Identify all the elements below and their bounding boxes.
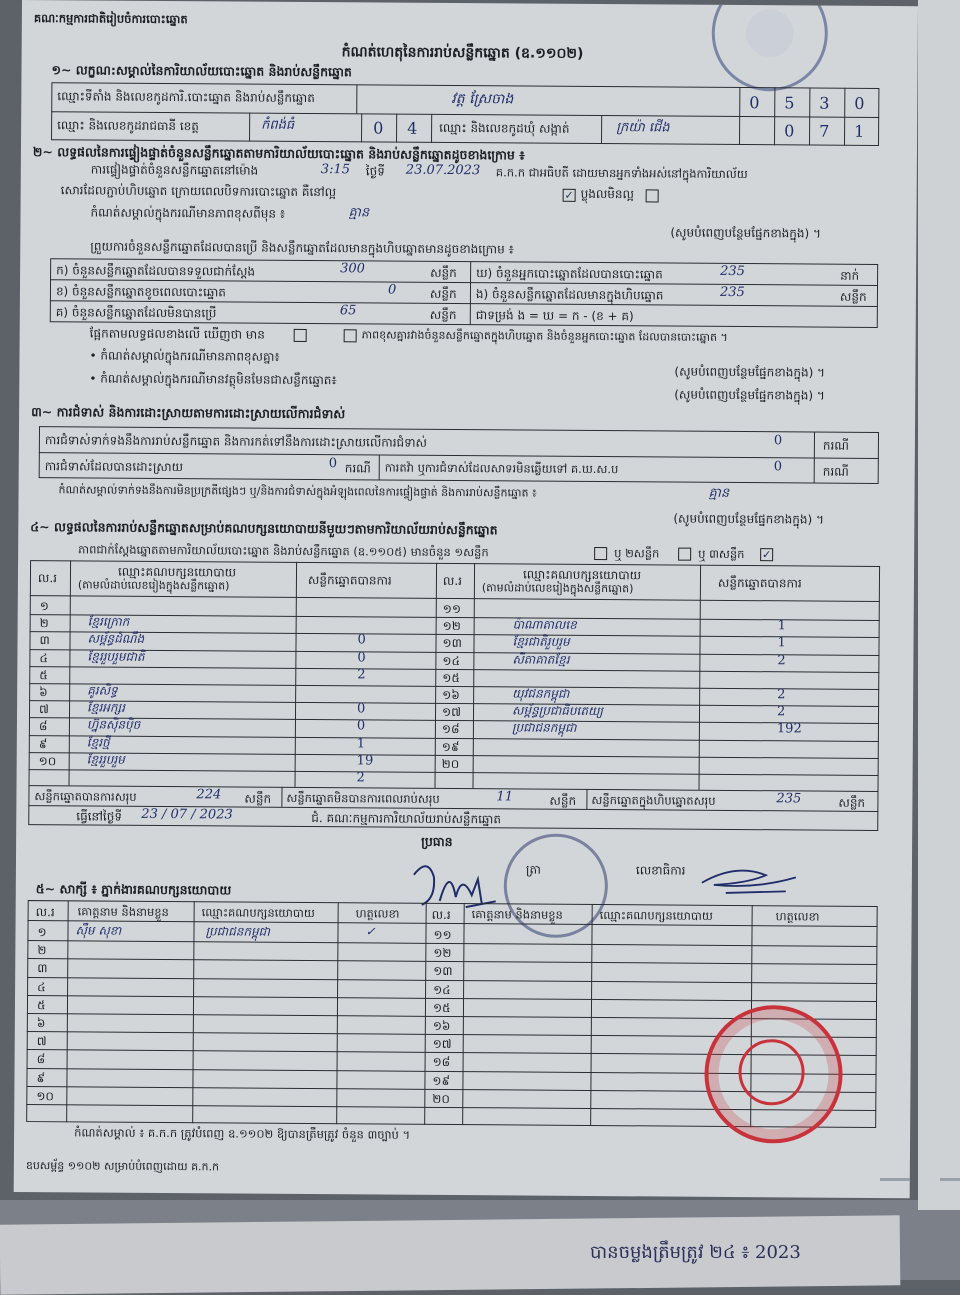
witness-name: ស៊ឹម សុខា [75, 923, 122, 938]
row-number: ១៦ [442, 687, 460, 703]
commune-code-2: 7 [819, 121, 830, 141]
one-sheet-checkbox[interactable] [594, 547, 607, 560]
results-col-party: ឈ្មោះគណបក្សនយោបាយ [117, 564, 237, 580]
intact-alt-label: ប្លុងលមិនល្អ [580, 186, 635, 202]
damaged-checkbox[interactable] [646, 189, 659, 202]
objection-note-value: គ្មាន [708, 485, 730, 501]
verify-line-tail: គ.ក.ក ជាអធិបតី ដោយមានអ្នកទាំងអស់នៅក្នុងការិយាល័យ [495, 165, 748, 182]
objection-note-label: កំណត់សម្គាល់ទាក់ទងនឹងការមិនប្រក្រតីផ្សេងៗ ឬ/និងការជំទាស់ក្នុងអំឡុងពេលនៃការផ្ទៀងផ្ទាត់ និងការរាប់សន្លឹកឆ្នោត ៖ [58, 483, 537, 500]
voters-label: ឃ) ចំនួនអ្នកបោះឆ្នោតដែលបានបោះឆ្នោត [476, 266, 663, 282]
row-number: ១៨ [432, 1055, 451, 1070]
vote-count: 2 [356, 770, 365, 786]
row-number: ១០ [38, 753, 57, 769]
commune-value: ក្រយ៉ា ជើង [616, 120, 670, 136]
results-col-party-sub: (តាមលំដាប់លេខរៀងក្នុងសន្លឹកឆ្នោត) [77, 578, 230, 593]
form-title: កំណត់ហេតុនៃការរាប់សន្លឹកឆ្នោត (ឧ.១១០២) [341, 44, 584, 62]
witness-col-no: ល.រ [35, 905, 55, 920]
party-name: ខ្មែររួបរួមជាតិ [87, 649, 145, 664]
row-number: ១ [39, 599, 49, 614]
witness-signature: ✓ [365, 924, 376, 939]
spoiled-unit: សន្លឹក [429, 286, 457, 302]
results-col-votes-right: សន្លឹកឆ្នោតបានការ [717, 575, 802, 591]
row-number: ១៥ [442, 670, 460, 685]
party-name: ខ្មែរជាតិរួបរួម [512, 634, 570, 650]
row-number: ១៣ [433, 964, 453, 979]
vote-count: 0 [357, 649, 366, 666]
mismatch-note-label: • កំណត់សម្គាល់ក្នុងករណីមានភាពខុសគ្នា៖ [89, 348, 280, 364]
row-number: ១ [37, 925, 47, 940]
objection-row2-value: 0 [328, 456, 338, 472]
row-number: ១៤ [442, 653, 461, 668]
voters-value: 235 [720, 263, 746, 280]
secretary-label: លេខាធិការ [635, 863, 686, 878]
unused-value: 65 [339, 303, 357, 319]
total-invalid-unit: សន្លឹក [549, 793, 577, 808]
party-name: ខ្មែរអក្សរ [87, 700, 125, 715]
ballot-formula: ជាទម្រង់ ង = ឃ = ក - (ខ + គ) [475, 308, 634, 324]
foreign-object-label: • កំណត់សម្គាល់ក្នុងករណីមានវត្ថុមិនមែនជាសន្លឹកឆ្នោត៖ [89, 371, 337, 388]
in-box-label: ង) ចំនួនសន្លឹកឆ្នោតដែលមានក្នុងហិបឆ្នោត [475, 287, 664, 303]
location-code-4: 0 [854, 93, 865, 113]
form-note: ឧបសម្ព័ន្ធ ១១០២ សម្រាប់បំពេញដោយ គ.ក.ក [25, 1159, 220, 1174]
vote-count: 1 [356, 735, 366, 752]
party-name: ប៉ាណាតាលខេ [512, 617, 577, 633]
top-seal-icon [711, 0, 828, 92]
location-code-2: 5 [784, 93, 795, 113]
section3-heading: ៣~ ការជំទាស់ និងការដោះស្រាយតាមការដោះស្រាយលើការជំទាស់ [31, 404, 346, 422]
row-number: ១១ [442, 601, 461, 617]
vote-count: 2 [777, 687, 786, 703]
received-unit: សន្លឹក [430, 265, 457, 281]
objection-row1-label: ការជំទាស់ទាក់ទងនឹងការរាប់សន្លឹកឆ្នោត និងការកត់ទៅនឹងការដោះស្រាយលើការជំទាស់ [44, 433, 428, 450]
location-code-3: 3 [819, 93, 830, 113]
commune-label: ឈ្មោះ និងលេខកូដឃុំ សង្កាត់ [439, 120, 570, 136]
row-number: ១៨ [441, 722, 460, 737]
total-valid-value: 224 [196, 787, 222, 803]
in-box-value: 235 [719, 284, 745, 301]
mismatch-text: ភាពខុសគ្នារវាងចំនួនសន្លឹកឆ្នោតក្នុងហិបឆ្នោត និងចំនួនអ្នកបោះឆ្នោត ដែលបានបោះឆ្នោត ។ [361, 328, 728, 344]
witness-col-no-right: ល.រ [431, 907, 451, 923]
province-code-1: 0 [373, 118, 384, 138]
party-name: ហ្វ៊ុនស៊ិនប៉ិច [86, 717, 141, 733]
row-number: ១៧ [441, 705, 462, 720]
total-valid-unit: សន្លឹក [244, 791, 272, 806]
row-number: ៦ [36, 1016, 46, 1031]
row-number: ១៤ [433, 982, 451, 997]
commune-code-3: 1 [854, 121, 865, 141]
staple-icon [880, 1178, 910, 1181]
row-number: ២០ [432, 1091, 450, 1106]
three-sheet-label: ឬ ៣សន្លឹក [698, 546, 745, 562]
row-number: ៧ [36, 1034, 47, 1049]
row-number: ១៩ [441, 739, 460, 754]
section4-sheet-count: ភាពជាក់ស្ដែងឆ្នោតតាមការិយាល័យបោះឆ្នោត និងរាប់សន្លឹកឆ្នោត (ឧ.១១០៥) មានចំនួន ១សន្លឹក [78, 542, 489, 560]
row-number: ១៣ [442, 636, 462, 651]
mismatch-label: ផ្អែកតាមលទ្ធផលខាងលើ ឃើញថា មាន [89, 326, 265, 342]
witness-col-sign: ហត្ថលេខា [355, 906, 400, 921]
row-number: ២ [39, 616, 49, 631]
row-number: ២ [37, 943, 47, 958]
section2-heading: ២~ លទ្ធផលនៃការផ្ទៀងផ្ទាត់ចំនួនសន្លឹកឆ្នោតតាមការិយាល័យបោះឆ្នោត និងរាប់សន្លឹកឆ្នោតដូចខាងក្រោម ៖ [32, 144, 525, 163]
received-value: 300 [340, 261, 366, 277]
vote-count: 1 [777, 618, 786, 634]
location-label: ឈ្មោះទីតាំង និងលេខកូដការិ.បោះឆ្នោត និងរាប់សន្លឹកឆ្នោត [57, 89, 315, 106]
vote-count: 2 [357, 667, 366, 683]
location-value: វត្ត ស្រែចាង [451, 90, 514, 108]
witness-col-name-right: គោត្តនាម និងនាមខ្លួន [471, 907, 563, 922]
objection-row2-unit: ករណី [344, 461, 371, 476]
objection-row1-unit: ករណី [822, 438, 850, 453]
unused-unit: សន្លឹក [429, 307, 457, 323]
party-name: សីតាគាតខ្មែរ [512, 652, 570, 667]
row-number: ៥ [39, 667, 48, 682]
row-number: ៣ [37, 961, 48, 976]
received-label: ក) ចំនួនសន្លឹកឆ្នោតដែលបានទទួលជាក់ស្ដែង [56, 263, 256, 279]
made-at-date: 23 / 07 / 2023 [141, 806, 233, 823]
verify-date: 23.07.2023 [405, 162, 481, 179]
party-name: សម្ព័ន្ធប្រជាធិបតេយ្យ [512, 703, 604, 719]
results-col-party-right: ឈ្មោះគណបក្សនយោបាយ [522, 567, 642, 583]
total-box-label: សន្លឹកឆ្នោតក្នុងហិបឆ្នោតសរុប [591, 792, 716, 808]
objection-row2-label: ការជំទាស់ដែលបានដោះស្រាយ [44, 459, 184, 475]
vote-count: 19 [356, 753, 374, 769]
vote-count: 2 [776, 704, 786, 720]
mismatch-yes-checkbox[interactable] [294, 329, 307, 342]
three-sheet-checkbox[interactable]: ✓ [761, 548, 772, 562]
province-code-2: 4 [407, 118, 418, 138]
spoiled-value: 0 [387, 282, 397, 298]
made-at-label: ធ្វើនៅថ្ងៃទី [76, 809, 123, 824]
province-label: ឈ្មោះ និងលេខកូដរាជធានី ខេត្ត [57, 118, 199, 134]
unused-label: គ) ចំនួនសន្លឹកឆ្នោតដែលមិនបានប្រើ [55, 305, 217, 321]
seal-label: ត្រា [525, 862, 541, 877]
party-name: យុវជនកម្ពុជា [512, 686, 570, 701]
row-number: ៤ [39, 650, 48, 665]
objection-row1-value: 0 [773, 433, 783, 449]
president-label: ប្រធាន [421, 833, 453, 850]
party-name: សម្ព័ន្ធដំណឹង [87, 631, 145, 647]
staple-icon [940, 1178, 960, 1181]
witness-col-party-right: ឈ្មោះគណបក្សនយោបាយ [599, 908, 713, 923]
total-box-unit: សន្លឹក [838, 795, 866, 810]
adjacent-sheet [918, 0, 960, 1210]
row-number: ១៥ [432, 1000, 451, 1015]
spoiled-label: ខ) ចំនួនសន្លឹកឆ្នោតខូចពេលបោះឆ្នោត [55, 284, 226, 300]
results-col-no-right: ល.រ [442, 573, 463, 589]
seal-status-label: សោរដែលភ្ជាប់ហិបឆ្នោត ក្រោយពេលបិទការបោះឆ្នោត គឺនៅល្អ [60, 183, 337, 200]
two-sheet-checkbox[interactable] [678, 548, 691, 561]
results-col-no: ល.រ [37, 571, 58, 586]
row-number: ៤ [37, 979, 46, 994]
party-name: គូរសិទ្ធ [87, 683, 118, 698]
committee-name: គណៈកម្មការជាតិរៀបចំការបោះឆ្នោត [33, 11, 188, 27]
foreign-object-hint: (សូមបំពេញបន្ថែមផ្នែកខាងក្នុង) ។ [674, 387, 825, 403]
total-invalid-label: សន្លឹកឆ្នោតមិនបានការពេលរាប់សរុប [286, 790, 440, 806]
secretary-signature-icon [696, 857, 806, 898]
objection-row2b-value: 0 [773, 459, 783, 475]
total-box-value: 235 [776, 791, 802, 807]
red-seal-icon [704, 1005, 843, 1144]
vote-count: 192 [776, 721, 802, 737]
section4-heading: ៤~ លទ្ធផលនៃការរាប់សន្លឹកឆ្នោតសម្រាប់គណបក្សនយោបាយនីមួយៗតាមការិយាល័យរាប់សន្លឹកឆ្នោត [30, 519, 498, 538]
row-number: ១៩ [432, 1073, 451, 1088]
row-number: ៩ [38, 736, 48, 751]
vote-count: 2 [777, 652, 786, 668]
section5-heading: ៥~ សាក្សី ៖ ភ្នាក់ងារគណបក្សនយោបាយ [35, 881, 232, 898]
diff-note-value: គ្មាន [348, 205, 370, 221]
row-number: ២០ [441, 756, 460, 771]
in-box-unit: សន្លឹក [839, 289, 867, 304]
mismatch-no-checkbox[interactable] [344, 329, 357, 342]
witness-col-party: ឈ្មោះគណបក្សនយោបាយ [201, 905, 315, 921]
row-number: ៧ [38, 702, 49, 717]
row-number: ១២ [442, 619, 461, 634]
row-number: ១៧ [432, 1037, 452, 1052]
party-name: ប្រជាជនកម្ពុជា [511, 720, 577, 736]
diff-note-hint: (សូមបំពេញបន្ថែមផ្នែកខាងក្នុង) ។ [670, 225, 822, 241]
row-number: ១១ [433, 927, 452, 943]
total-invalid-value: 11 [496, 789, 514, 805]
vote-count: 1 [777, 635, 786, 651]
party-name: ខ្មែររួបរួម [86, 752, 125, 767]
row-number: ៥ [36, 997, 46, 1012]
row-number: ៦ [39, 685, 48, 700]
location-code-1: 0 [749, 93, 760, 113]
form-paper [14, 0, 918, 1198]
witness-party: ប្រជាជនកម្ពុជា [205, 924, 271, 939]
bottom-handwriting: បានចម្លងត្រឹមត្រូវ ២៤ ៖ 2023 [590, 1242, 801, 1263]
row-number: ៨ [38, 719, 48, 734]
row-number: ១០ [36, 1088, 54, 1104]
objection-note-hint: (សូមបំពេញបន្ថែមផ្នែកខាងក្នុង) ។ [673, 511, 825, 527]
verify-line-label: ការផ្ទៀងផ្ទាត់ចំនួនសន្លឹកឆ្នោតនៅម៉ោង [90, 162, 259, 178]
objection-row2b-unit: ករណី [822, 464, 849, 479]
vote-count: 0 [357, 701, 366, 717]
party-name: ខ្មែរថ្មី [86, 735, 110, 750]
vote-count: 0 [356, 718, 366, 734]
footnote: កំណត់សម្គាល់ ៖ គ.ក.ក ត្រូវបំពេញ ឧ.១១០២ ឱ្យបានត្រឹមត្រូវ ចំនួន ៣ច្បាប់ ។ [74, 1125, 411, 1142]
row-number: ៣ [39, 633, 50, 648]
verify-time: 3:15 [320, 162, 351, 178]
intact-checkbox[interactable]: ✓ [564, 188, 574, 202]
row-number: ៩ [36, 1070, 46, 1085]
witness-col-sign-right: ហត្ថលេខា [775, 909, 820, 924]
province-value: កំពង់ធំ [261, 117, 295, 133]
section1-heading: ១~ លក្ខណ:សម្គាល់នៃការិយាល័យបោះឆ្នោត និងរាប់សន្លឹកឆ្នោត [51, 62, 352, 80]
total-valid-label: សន្លឹកឆ្នោតបានការសរុប [34, 789, 137, 804]
voters-unit: នាក់ [840, 268, 860, 283]
verify-date-label: ថ្ងៃទី [365, 164, 385, 179]
row-number: ៨ [36, 1052, 46, 1067]
diff-note-label: កំណត់សម្គាល់ក្នុងករណីមានភាពខុសពីមុន ៖ [90, 205, 286, 221]
ballot-count-intro: ព្រួយការចំនួនសន្លឹកឆ្នោតដែលបានប្រើ និងសន្លឹកឆ្នោតដែលមានក្នុងហិបឆ្នោតមានដូចខាងក្រោម ៖ [90, 239, 514, 257]
party-name: ខ្មែរក្រោក [87, 614, 130, 629]
witness-col-name: គោត្តនាម និងនាមខ្លួន [77, 904, 169, 920]
objection-row2b-label: ការតវ៉ា ឬការជំទាស់ដែលសាទរមិនឆ្លើយទៅ គ.ឃ.ស.ប [384, 460, 619, 477]
results-col-votes: សន្លឹកឆ្នោតបានការ [307, 573, 392, 588]
commune-code-1: 0 [784, 121, 795, 141]
row-number: ១៦ [432, 1018, 451, 1034]
vote-count: 0 [357, 632, 366, 648]
two-sheet-label: ឬ ២សន្លឹក [614, 546, 660, 561]
made-by-label: ជំ. គណៈកម្មការការិយាល័យរាប់សន្លឹកឆ្នោត [311, 811, 502, 827]
row-number: ១២ [433, 946, 452, 961]
mismatch-note-hint: (សូមបំពេញបន្ថែមផ្នែកខាងក្នុង) ។ [674, 364, 826, 380]
results-col-party-sub-right: (តាមលំដាប់លេខរៀងក្នុងសន្លឹកឆ្នោត) [481, 581, 634, 596]
